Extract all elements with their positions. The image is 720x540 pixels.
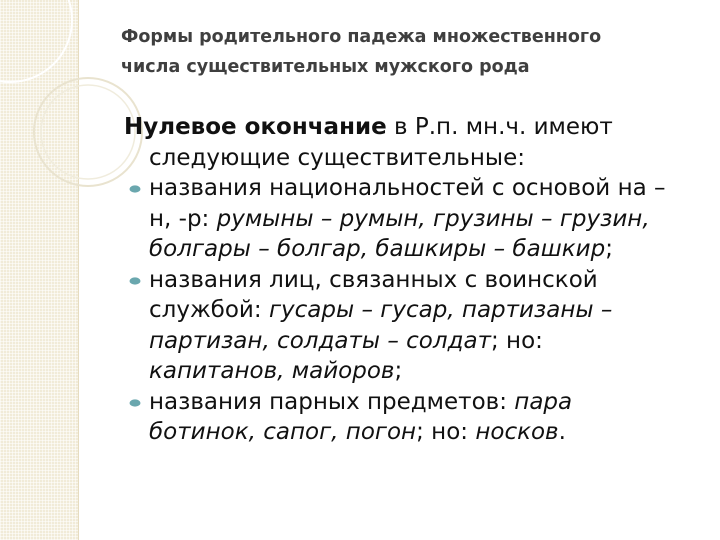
bullet1-line-1: названия национальностей с основой на – — [149, 175, 666, 201]
bullet3-line-2-punct: . — [558, 419, 566, 445]
bullet-icon — [129, 277, 141, 285]
bullet2-line-4-punct: ; — [394, 358, 403, 384]
slide-title-line-1: Формы родительного падежа множественного — [121, 27, 602, 47]
bullet3-line-1-plain: названия парных предметов: — [149, 388, 515, 415]
bullet2-line-4 — [124, 356, 709, 387]
bullet3-line-2-plain: ; но: — [416, 419, 476, 445]
bullet1-line-3-punct: ; — [605, 236, 613, 262]
slide-title — [121, 22, 681, 82]
bullet3-line-2-exception: носков — [475, 419, 559, 445]
bullet-item-nationalities — [124, 173, 709, 204]
bullet1-line-2-examples: румыны – румын, грузины – грузин, — [216, 205, 650, 232]
bullet2-line-2 — [124, 295, 709, 326]
bullet2-line-3 — [124, 326, 709, 357]
bullet3-line-1-example: пара — [514, 388, 573, 415]
bullet1-line-2-plain: н, -р: — [149, 205, 217, 232]
bullet2-line-3-plain: ; но: — [490, 327, 543, 354]
bullet2-line-2-examples: гусары – гусар, партизаны – — [268, 297, 613, 323]
intro-bold-term: Нулевое окончание — [124, 114, 387, 140]
bullet1-line-3 — [124, 234, 709, 265]
bullet2-line-1: названия лиц, связанных с воинской — [149, 266, 598, 293]
bullet2-line-3-examples: партизан, солдаты – солдат — [149, 327, 491, 354]
bullet3-line-2 — [124, 417, 709, 448]
bullet-item-military — [124, 265, 709, 296]
bullet3-line-2-examples: ботинок, сапог, погон — [149, 419, 417, 445]
bullet1-line-3-examples: болгары – болгар, башкиры – башкир — [149, 236, 606, 262]
intro-text-1: в Р.п. мн.ч. имеют — [386, 114, 613, 140]
bullet-icon — [129, 185, 141, 193]
intro-line-2: следующие существительные: — [149, 144, 525, 171]
slide-title-line-2: числа существительных мужского рода — [121, 57, 530, 77]
bullet-item-paired-objects — [124, 387, 709, 418]
slide-body — [124, 112, 709, 448]
bullet2-line-4-examples: капитанов, майоров — [149, 358, 395, 384]
intro-line-1 — [124, 112, 709, 143]
bullet-icon — [129, 399, 141, 407]
bullet1-line-2 — [124, 204, 709, 235]
bullet2-line-2-plain: службой: — [149, 297, 269, 323]
